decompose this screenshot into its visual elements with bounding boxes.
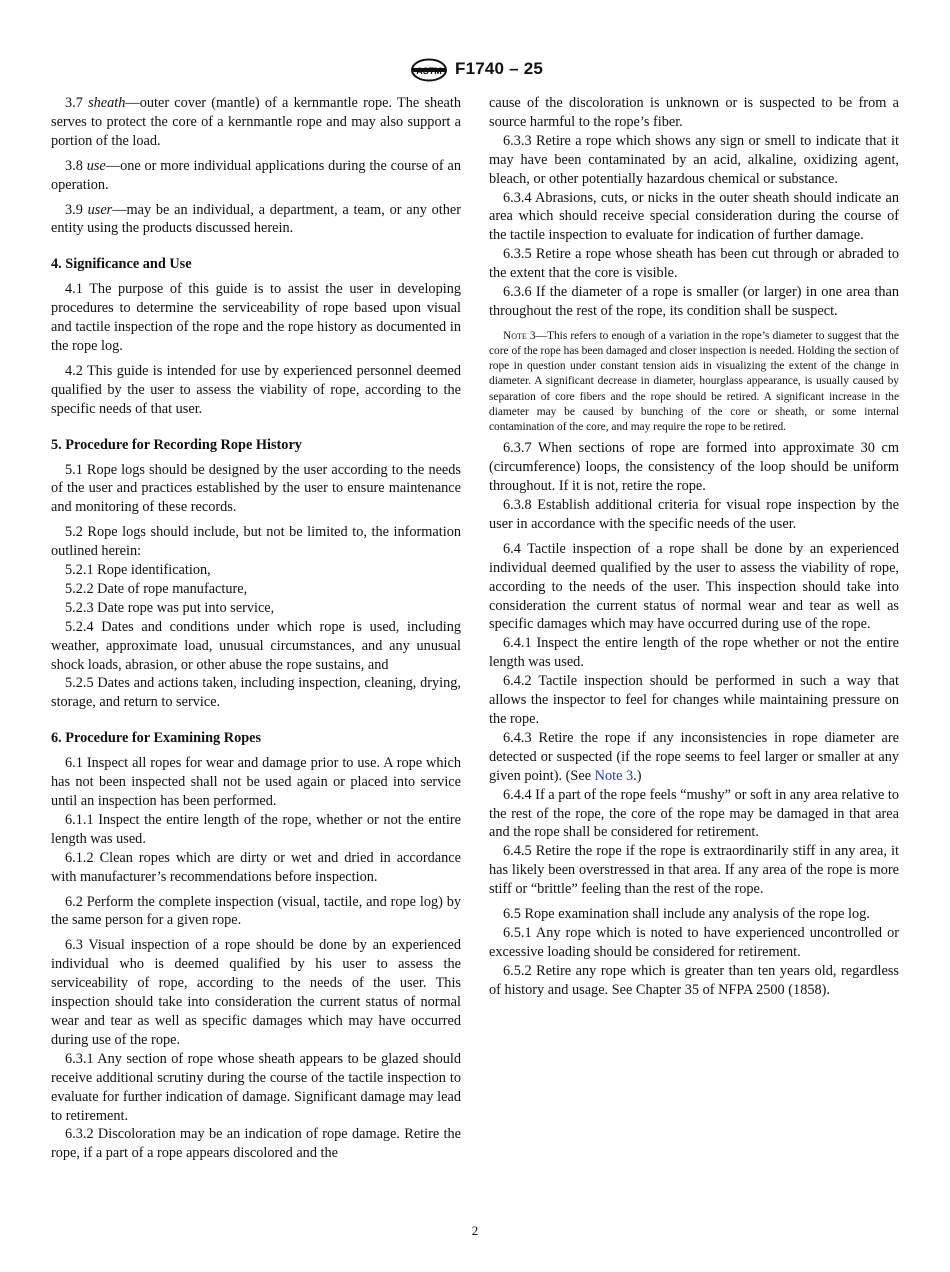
section-5-2-5: 5.2.5 Dates and actions taken, including inspection, cleaning, drying, storage, and return to service. bbox=[51, 675, 461, 711]
section-3-9: 3.9 user—may be an individual, a department, a team, or any other entity using the products discussed herein. bbox=[51, 201, 461, 237]
right-column bbox=[489, 94, 899, 1000]
astm-logo-text: ASTM bbox=[416, 66, 442, 76]
section-3-7: 3.7 sheath—outer cover (mantle) of a kernmantle rope. The sheath serves to protect the core of a kernmantle rope and may also support a portion of the load. bbox=[51, 95, 461, 149]
section-6-1: 6.1 Inspect all ropes for wear and damage prior to use. A rope which has not been inspected shall not be used again or placed into service until an inspection has been performed. bbox=[51, 755, 461, 809]
heading-section-6: 6. Procedure for Examining Ropes bbox=[51, 730, 262, 747]
section-5-2-4: 5.2.4 Dates and conditions under which rope is used, including weather, approximate load, unusual circumstances, and any unusual shock loads, abrasion, or other abuse the rope sustains, and bbox=[51, 618, 461, 673]
section-5-2-2: 5.2.2 Date of rope manufacture, bbox=[65, 580, 248, 597]
section-3-8: 3.8 use—one or more individual applications during the course of an operation. bbox=[51, 157, 461, 193]
section-4-1: 4.1 The purpose of this guide is to assist the user in developing procedures to determine the serviceability of rope based upon visual and tactile inspection of the rope and the rope history as documented in the rope log. bbox=[51, 281, 461, 354]
document-id: F1740 – 25 bbox=[455, 59, 544, 78]
section-6-3-6: 6.3.6 If the diameter of a rope is smaller (or larger) in one area than throughout the rest of the rope, its condition shall be suspect. bbox=[489, 284, 899, 319]
section-4-2: 4.2 This guide is intended for use by experienced personnel deemed qualified by the user to assess the viability of rope, according to the specific needs of that user. bbox=[51, 362, 461, 417]
section-5-2: 5.2 Rope logs should include, but not be limited to, the information outlined herein: bbox=[51, 524, 461, 560]
section-6-3-5: 6.3.5 Retire a rope whose sheath has been cut through or abraded to the extent that the core is visible. bbox=[489, 246, 899, 282]
section-6-1-2: 6.1.2 Clean ropes which are dirty or wet and dried in accordance with manufacturer’s recommendations before inspection. bbox=[51, 849, 461, 885]
section-6-3-3: 6.3.3 Retire a rope which shows any sign or smell to indicate that it may have been contaminated by an acid, alkaline, oxidizing agent, bleach, or other potentially hazardous chemical or substance. bbox=[489, 132, 899, 187]
heading-section-4: 4. Significance and Use bbox=[51, 256, 192, 273]
heading-section-5: 5. Procedure for Recording Rope History bbox=[51, 436, 302, 453]
section-6-3-2-continued: cause of the discoloration is unknown or is suspected to be from a source harmful to the rope’s fiber. bbox=[489, 95, 899, 130]
note-3-label: Note 3 bbox=[503, 329, 536, 342]
left-column bbox=[51, 94, 461, 1163]
section-6-1-1: 6.1.1 Inspect the entire length of the rope, whether or not the entire length was used. bbox=[51, 811, 461, 847]
section-6-3-4: 6.3.4 Abrasions, cuts, or nicks in the outer sheath should indicate an area which should receive special consideration during the course of the tactile inspection to evaluate for indication of further damage. bbox=[489, 189, 899, 244]
section-6-5-1: 6.5.1 Any rope which is noted to have experienced uncontrolled or excessive loading should be considered for retirement. bbox=[489, 924, 899, 960]
section-5-2-3: 5.2.3 Date rope was put into service, bbox=[65, 599, 275, 616]
section-6-4-1: 6.4.1 Inspect the entire length of the rope whether or not the entire length was used. bbox=[489, 635, 899, 671]
section-6-5-2: 6.5.2 Retire any rope which is greater than ten years old, regardless of history and usage. See Chapter 35 of NFPA 2500 (1858). bbox=[489, 962, 899, 998]
section-6-3: 6.3 Visual inspection of a rope should be done by an experienced individual who is deemed qualified by his user to assess the serviceability of rope, according to the needs of the user. This inspection should take into consideration the current status of normal wear and tear as well as specific damages which may have occurred during use of the rope. bbox=[51, 937, 461, 1048]
section-6-4-5: 6.4.5 Retire the rope if the rope is extraordinarily stiff in any area, it has likely been overstressed in that area. If any area of the rope is more stiff or “brittle” feeling than the rest of the rope. bbox=[489, 843, 899, 898]
section-6-3-2: 6.3.2 Discoloration may be an indication of rope damage. Retire the rope, if a part of a rope appears discolored and the bbox=[51, 1126, 461, 1162]
section-6-3-1: 6.3.1 Any section of rope whose sheath appears to be glazed should receive additional scrutiny during the course of the tactile inspection to evaluate for further indication of damage. Significant damage may lead to retirement. bbox=[51, 1050, 461, 1124]
section-6-3-8: 6.3.8 Establish additional criteria for visual rope inspection by the user in accordance with the specific needs of the user. bbox=[489, 497, 899, 532]
page-number: 2 bbox=[471, 1223, 479, 1238]
section-5-1: 5.1 Rope logs should be designed by the user according to the needs of the user and practices established by the user to ensure maintenance and monitoring of these records. bbox=[51, 461, 461, 516]
section-6-4: 6.4 Tactile inspection of a rope shall be done by an experienced individual deemed qualified by the user to assess the viability of rope, according to the needs of the user. This inspection should take into consideration the current status of normal wear and tear as well as specific damages which may have occurred during use of the rope. bbox=[489, 540, 899, 633]
section-6-3-7: 6.3.7 When sections of rope are formed into approximate 30 cm (circumference) loops, the consistency of the loop should be uniform throughout. If it is not, retire the rope. bbox=[489, 440, 899, 495]
section-6-2: 6.2 Perform the complete inspection (visual, tactile, and rope log) by the same person for a given rope. bbox=[51, 893, 461, 929]
note-3: Note 3—This refers to enough of a variation in the rope’s diameter to suggest that the core of the rope has been damaged and closer inspection is needed. Holding the section of rope in question under constant tension aids in visualizing the extent of the change in diameter. A significant decrease in diameter, hourglass appearance, is usually caused by separation of core fibers and the rope should be retired. A significant increase in the diameter may be caused by bunching of the core or sheath, or some internal contamination of the core, and may require the rope to be retired. bbox=[489, 329, 899, 434]
astm-logo-icon bbox=[410, 58, 448, 82]
section-6-4-3: 6.4.3 Retire the rope if any inconsistencies in rope diameter are detected or suspected (if the rope seems to feel larger or smaller at any given point). (See Note 3.) bbox=[489, 729, 899, 784]
section-6-5: 6.5 Rope examination shall include any analysis of the rope log. bbox=[503, 906, 870, 923]
section-6-4-2: 6.4.2 Tactile inspection should be performed in such a way that allows the inspector to feel for changes while maintaining pressure on the rope. bbox=[489, 673, 899, 727]
page-header bbox=[0, 58, 950, 82]
section-6-4-4: 6.4.4 If a part of the rope feels “mushy” or soft in any area relative to the rest of the rope, the core of the rope may be damaged in that area and the rope shall be considered for retirement. bbox=[489, 786, 899, 841]
section-5-2-1: 5.2.1 Rope identification, bbox=[65, 562, 211, 579]
note-3-link[interactable]: Note 3 bbox=[594, 767, 634, 784]
